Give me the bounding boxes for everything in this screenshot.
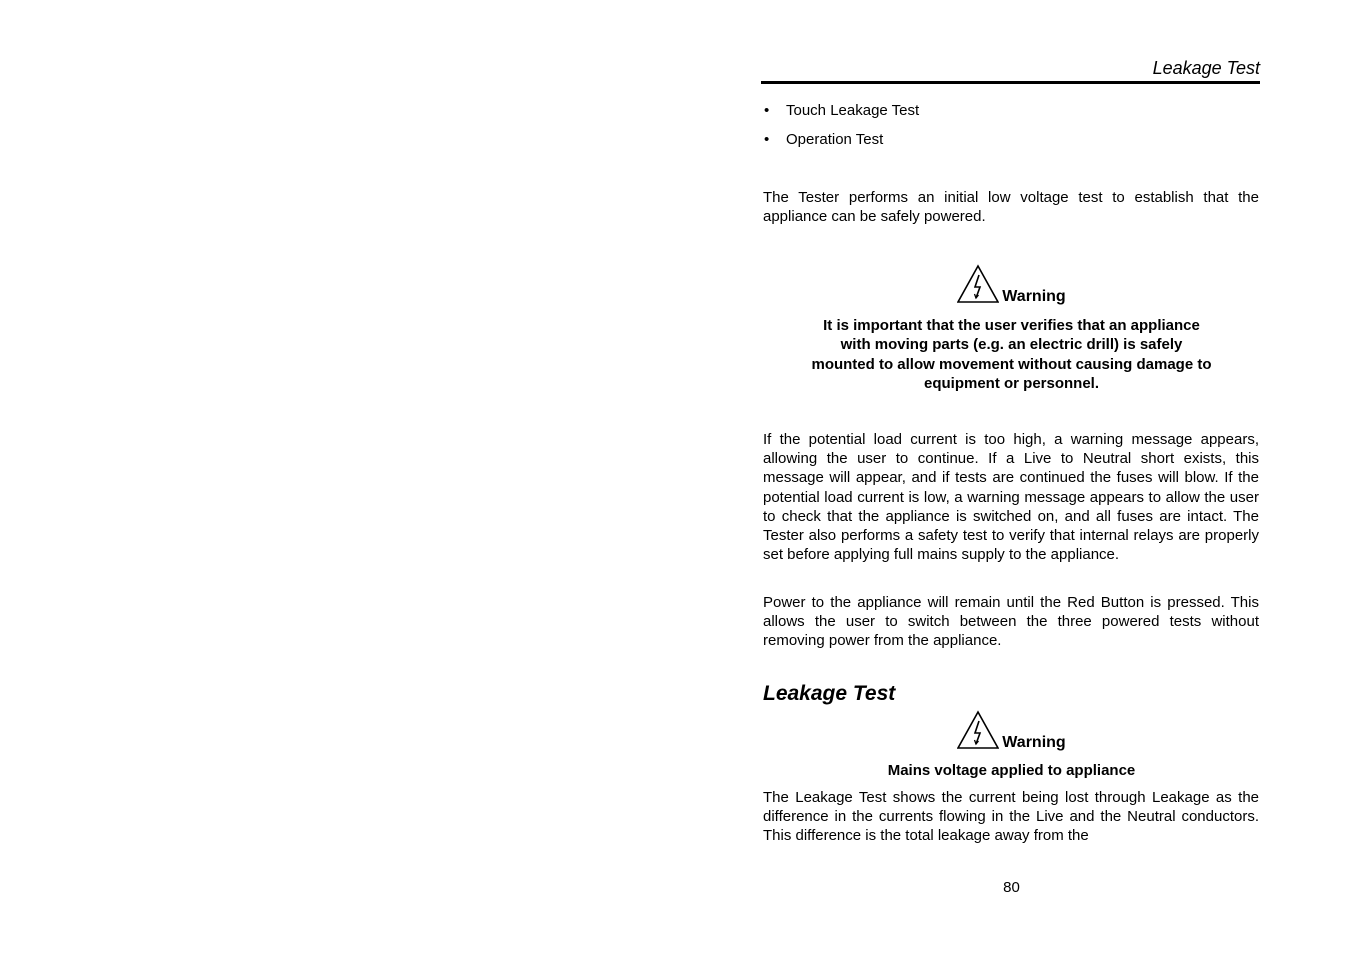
section-title: Leakage Test bbox=[763, 682, 896, 705]
warning-label: Warning bbox=[1002, 734, 1066, 751]
power-paragraph: Power to the appliance will remain until the Red Button is pressed. This allows the user to switch between the three powered tests without removing power from the appliance. bbox=[763, 594, 1259, 650]
bullet-marker: • bbox=[764, 102, 770, 119]
warning-line: with moving parts (e.g. an electric drill) is safely bbox=[840, 336, 1183, 354]
test-list bbox=[763, 101, 919, 159]
list-item bbox=[763, 130, 919, 159]
header-rule bbox=[761, 81, 1260, 84]
warning-label: Warning bbox=[1002, 288, 1066, 305]
warning-heading bbox=[763, 710, 1260, 750]
list-item bbox=[763, 101, 919, 130]
intro-paragraph: The Tester performs an initial low voltage test to establish that the appliance can be safely powered. bbox=[763, 189, 1259, 226]
electrical-hazard-warning-icon bbox=[957, 264, 999, 304]
warning-line: equipment or personnel. bbox=[923, 375, 1100, 393]
warning-block-moving-parts bbox=[763, 264, 1260, 394]
list-item-text: Touch Leakage Test bbox=[786, 102, 920, 119]
warning-text: Mains voltage applied to appliance bbox=[887, 762, 1136, 779]
running-header: Leakage Test bbox=[1152, 58, 1260, 78]
page-number: 80 bbox=[1003, 879, 1020, 896]
electrical-hazard-warning-icon bbox=[957, 710, 999, 750]
warning-block-mains-voltage bbox=[763, 710, 1260, 780]
list-item-text: Operation Test bbox=[786, 131, 884, 148]
warning-line: mounted to allow movement without causing damage to bbox=[811, 355, 1212, 373]
warning-text bbox=[763, 316, 1260, 394]
manual-page bbox=[763, 0, 1260, 954]
warning-line: It is important that the user verifies that an appliance bbox=[823, 317, 1200, 334]
leakage-paragraph: The Leakage Test shows the current being lost through Leakage as the difference in the currents flowing in the Live and the Neutral conductors. This difference is the total leakage away from the bbox=[763, 789, 1259, 845]
warning-heading bbox=[763, 264, 1260, 304]
load-current-paragraph: If the potential load current is too high, a warning message appears, allowing the user to continue. If a Live to Neutral short exists, this message will appear, and if tests are continued the fuses will blow. If the potential load current is low, a warning message appears to allow the user to check that the appliance is switched on, and all fuses are intact. The Tester also performs a safety test to verify that internal relays are properly set before applying full mains supply to the appliance. bbox=[763, 431, 1259, 564]
bullet-marker: • bbox=[764, 131, 770, 148]
